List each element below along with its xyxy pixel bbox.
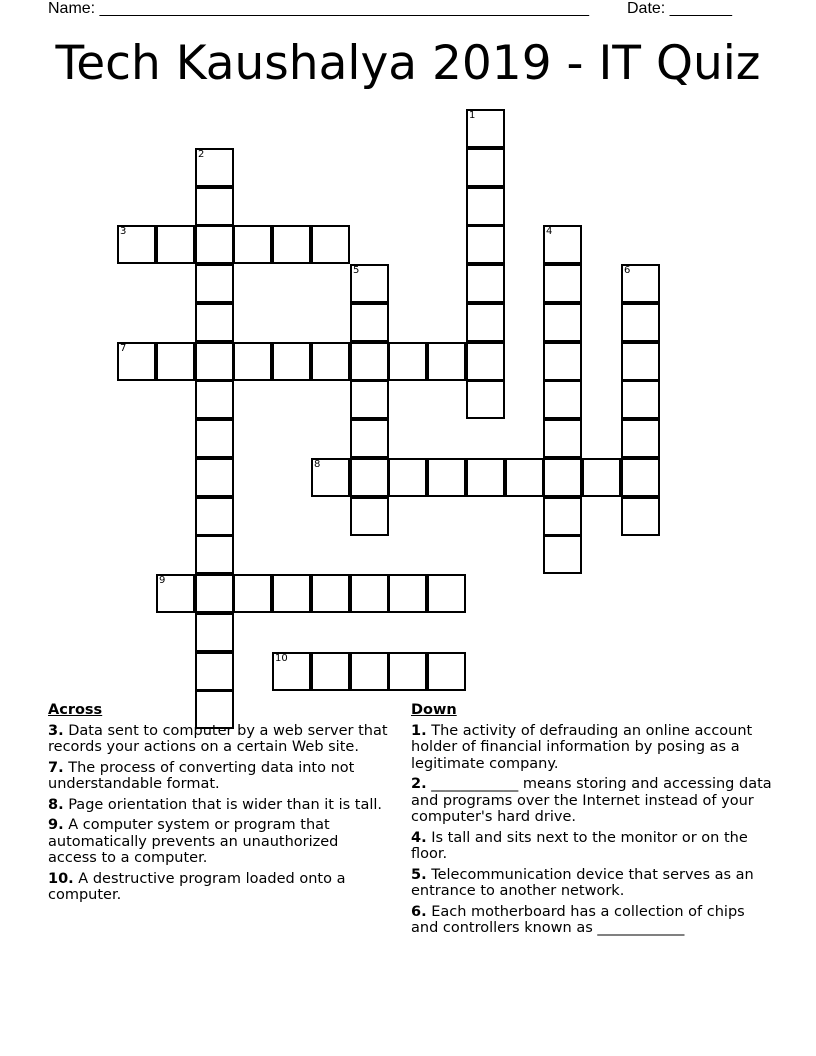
date-field[interactable]: Date: _______ [627,0,732,17]
clue-number: 2. [411,776,427,792]
grid-cell[interactable] [350,303,389,342]
grid-cell[interactable] [466,225,505,264]
grid-cell[interactable] [427,342,466,381]
grid-cell[interactable] [350,342,389,381]
grid-cell[interactable] [195,574,234,613]
clue-text: Is tall and sits next to the monitor or on the floor. [411,829,748,862]
name-field[interactable]: Name: _______________________________________________________ [48,0,589,17]
clue-number: 5. [411,866,427,883]
clue-number-label: 4 [546,226,553,237]
grid-cell[interactable] [195,458,234,497]
clue-number-label: 8 [314,459,321,470]
grid-cell[interactable] [543,535,582,574]
grid-cell[interactable] [350,264,389,303]
clue-number: 8. [48,796,64,813]
grid-cell[interactable] [388,458,427,497]
clue-number-label: 9 [159,575,166,586]
grid-cell[interactable] [621,497,660,536]
clue-text: A computer system or program that automatically prevents an unauthorized access to a computer. [48,817,339,866]
grid-cell[interactable] [621,380,660,419]
grid-cell[interactable] [195,652,234,691]
clue-number-label: 6 [624,265,631,276]
clue-number: 9. [48,817,64,833]
grid-cell[interactable] [427,458,466,497]
across-heading: Across [48,702,103,718]
grid-cell[interactable] [350,419,389,458]
clue-text: Page orientation that is wider than it is tall. [68,796,383,813]
grid-cell[interactable] [543,419,582,458]
clue-number: 10. [48,870,74,887]
clue-number-label: 5 [353,265,360,276]
grid-cell[interactable] [350,652,389,691]
grid-cell[interactable] [621,458,660,497]
grid-cell[interactable] [311,458,350,497]
across-clues [48,702,388,908]
grid-cell[interactable] [195,148,234,187]
clue-across-8 [48,797,388,814]
grid-cell[interactable] [466,264,505,303]
grid-cell[interactable] [427,574,466,613]
grid-cell[interactable] [350,458,389,497]
clue-text: A destructive program loaded onto a computer. [48,870,346,903]
grid-cell[interactable] [195,342,234,381]
grid-cell[interactable] [582,458,621,497]
grid-cell[interactable] [388,342,427,381]
grid-cell[interactable] [272,225,311,264]
clue-text: The process of converting data into not understandable format. [48,759,355,792]
clue-down-1 [411,723,776,773]
grid-cell[interactable] [621,419,660,458]
clue-down-4 [411,830,776,863]
grid-cell[interactable] [466,148,505,187]
clue-number: 4. [411,829,427,846]
grid-cell[interactable] [350,497,389,536]
grid-cell[interactable] [156,574,195,613]
grid-cell[interactable] [543,380,582,419]
clue-number-label: 7 [120,343,127,354]
grid-cell[interactable] [543,303,582,342]
grid-cell[interactable] [311,225,350,264]
clue-across-3 [48,723,388,756]
clue-number: 1. [411,722,427,739]
grid-cell[interactable] [195,535,234,574]
grid-cell[interactable] [272,342,311,381]
clue-number: 7. [48,759,64,776]
grid-cell[interactable] [233,225,272,264]
clue-down-6 [411,904,776,937]
grid-cell[interactable] [350,380,389,419]
clue-number: 3. [48,722,64,739]
page-title: Tech Kaushalya 2019 - IT Quiz [55,36,761,91]
grid-cell[interactable] [311,574,350,613]
grid-cell[interactable] [621,303,660,342]
grid-cell[interactable] [621,342,660,381]
grid-cell[interactable] [195,497,234,536]
grid-cell[interactable] [156,342,195,381]
grid-cell[interactable] [388,652,427,691]
grid-cell[interactable] [195,225,234,264]
grid-cell[interactable] [543,225,582,264]
grid-cell[interactable] [156,225,195,264]
grid-cell[interactable] [388,574,427,613]
grid-cell[interactable] [466,187,505,226]
clue-number: 6. [411,903,427,920]
clue-number-label: 1 [469,110,476,121]
grid-cell[interactable] [195,419,234,458]
grid-cell[interactable] [195,187,234,226]
clue-text: ____________ means storing and accessing data and programs over the Internet instead of your computer's hard drive. [411,776,772,825]
clue-across-9 [48,817,388,867]
grid-cell[interactable] [117,225,156,264]
clue-down-2 [411,776,776,826]
down-heading: Down [411,702,457,718]
down-clues [411,702,776,941]
grid-cell[interactable] [195,303,234,342]
grid-cell[interactable] [233,574,272,613]
grid-cell[interactable] [466,342,505,381]
grid-cell[interactable] [621,264,660,303]
grid-cell[interactable] [311,342,350,381]
clue-across-10 [48,871,388,904]
grid-cell[interactable] [543,264,582,303]
grid-cell[interactable] [117,342,156,381]
clue-number-label: 2 [198,149,205,160]
grid-cell[interactable] [466,458,505,497]
clue-text: The activity of defrauding an online account holder of financial information by posing as a legitimate company. [411,722,753,772]
grid-cell[interactable] [195,264,234,303]
grid-cell[interactable] [466,303,505,342]
clue-across-7 [48,760,388,793]
clue-number-label: 3 [120,226,127,237]
grid-cell[interactable] [311,652,350,691]
grid-cell[interactable] [233,342,272,381]
clue-down-5 [411,867,776,900]
grid-cell[interactable] [466,380,505,419]
grid-cell[interactable] [543,342,582,381]
clue-number-label: 10 [275,653,288,664]
grid-cell[interactable] [272,574,311,613]
grid-cell[interactable] [543,458,582,497]
clue-text: Data sent to computer by a web server that records your actions on a certain Web site. [48,722,388,755]
grid-cell[interactable] [505,458,544,497]
clue-text: Each motherboard has a collection of chips and controllers known as ____________ [411,903,745,936]
grid-cell[interactable] [195,613,234,652]
clue-text: Telecommunication device that serves as an entrance to another network. [411,866,754,899]
grid-cell[interactable] [272,652,311,691]
grid-cell[interactable] [543,497,582,536]
grid-cell[interactable] [195,380,234,419]
grid-cell[interactable] [350,574,389,613]
grid-cell[interactable] [466,109,505,148]
grid-cell[interactable] [427,652,466,691]
